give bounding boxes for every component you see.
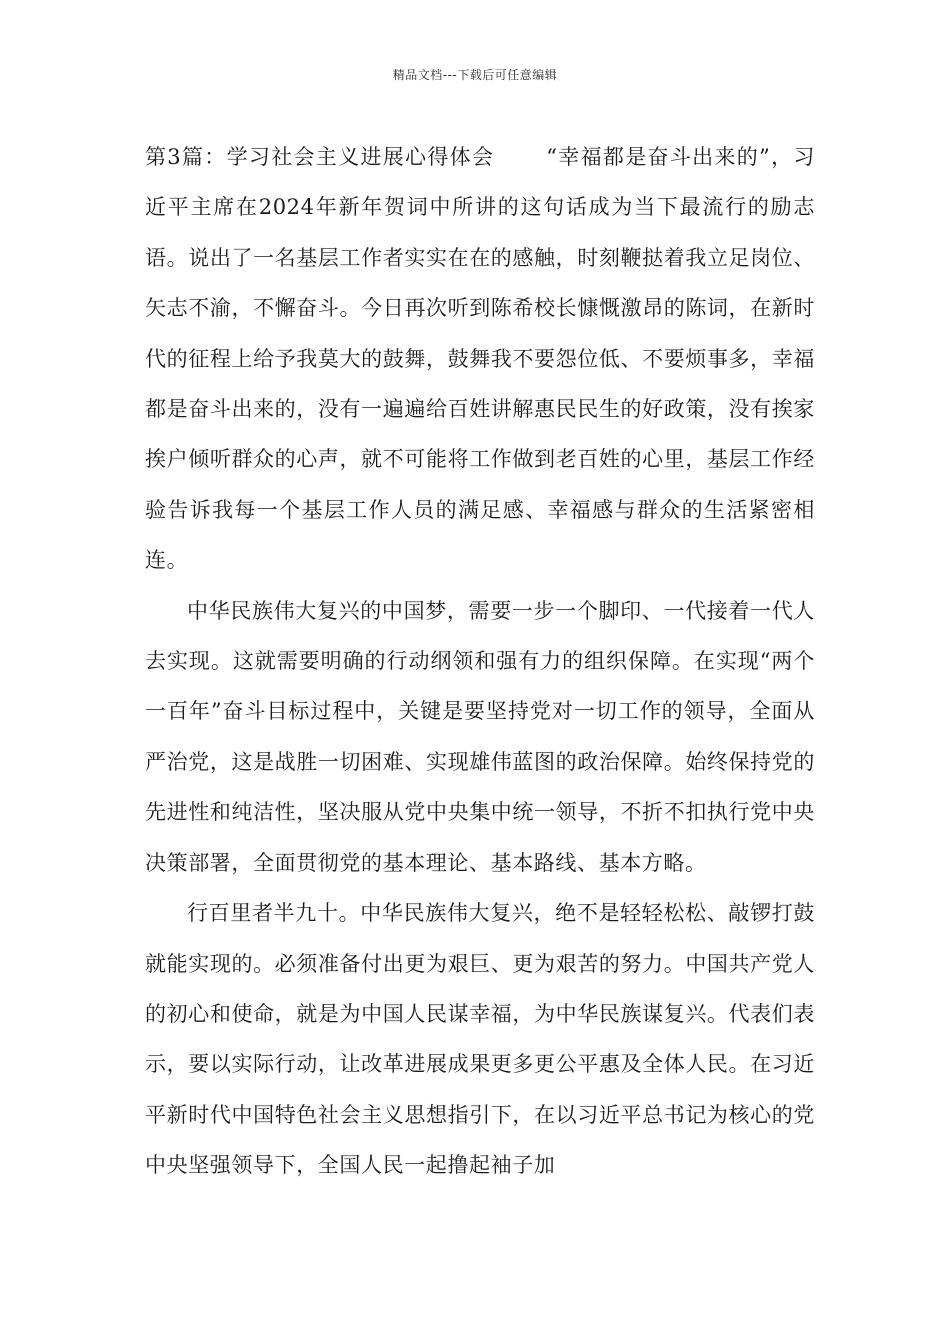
paragraph-2: 中华民族伟大复兴的中国梦，需要一步一个脚印、一代接着一代人去实现。这就需要明确的行动纲领和强有力的组织保障。在实现“两个一百年”奋斗目标过程中，关键是要坚持党对一切工作的领导，全面从严治党，这是战胜一切困难、实现雄伟蓝图的政治保障。始终保持党的先进性和纯洁性，坚决服从党中央集中统一领导，不折不扣执行党中央决策部署，全面贯彻党的基本理论、基本路线、基本方略。 <box>145 598 815 875</box>
article-body <box>145 132 815 1191</box>
first-paragraph <box>145 132 815 586</box>
paragraph-1: “幸福都是奋斗出来的”，习近平主席在2024年新年贺词中所讲的这句话成为当下最流行的励志语。说出了一名基层工作者实实在在的感触，时刻鞭挞着我立足岗位、矢志不渝，不懈奋斗。今日再次听到陈希校长慷慨激昂的陈词，在新时代的征程上给予我莫大的鼓舞，鼓舞我不要怨位低、不要烦事多，幸福都是奋斗出来的，没有一遍遍给百姓讲解惠民民生的好政策，没有挨家挨户倾听群众的心声，就不可能将工作做到老百姓的心里，基层工作经验告诉我每一个基层工作人员的满足感、幸福感与群众的生活紧密相连。 <box>145 145 815 573</box>
article-title: 第3篇：学习社会主义进展心得体会 <box>145 145 495 169</box>
page-header: 精品文档---下载后可任意编辑 <box>392 68 558 82</box>
paragraph-3: 行百里者半九十。中华民族伟大复兴，绝不是轻轻松松、敲锣打鼓就能实现的。必须准备付出更为艰巨、更为艰苦的努力。中国共产党人的初心和使命，就是为中国人民谋幸福，为中华民族谋复兴。代表们表示，要以实际行动，让改革进展成果更多更公平惠及全体人民。在习近平新时代中国特色社会主义思想指引下，在以习近平总书记为核心的党中央坚强领导下，全国人民一起撸起袖子加 <box>145 901 815 1178</box>
